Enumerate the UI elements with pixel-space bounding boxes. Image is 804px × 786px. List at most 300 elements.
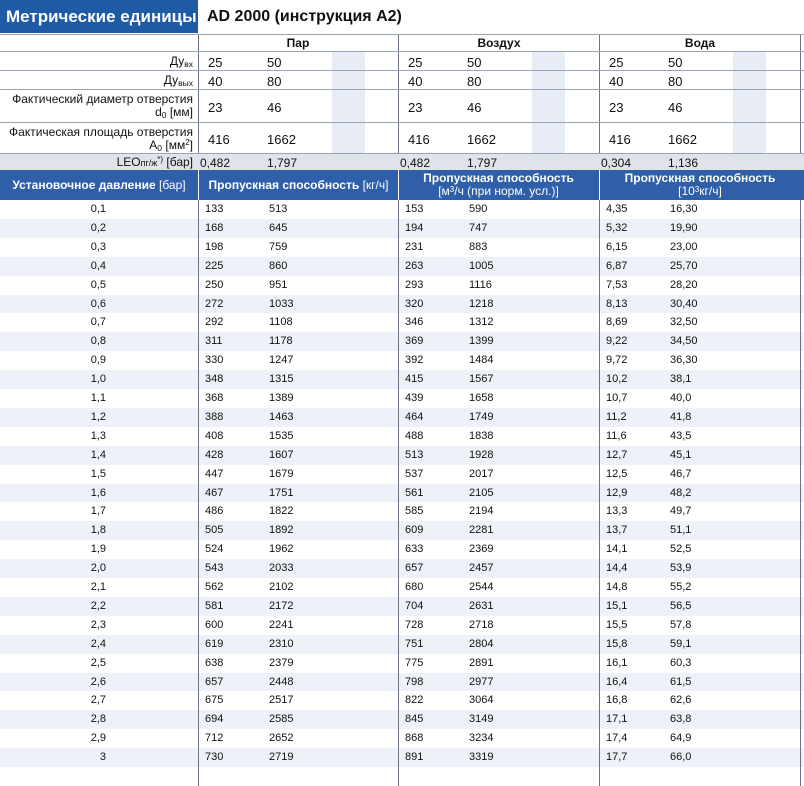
air-capacity-cell: 775 bbox=[405, 656, 424, 669]
table-row bbox=[0, 597, 804, 616]
set-pressure-cell: 1,0 bbox=[90, 373, 106, 386]
set-pressure-cell: 0,6 bbox=[90, 297, 106, 310]
diameter-label bbox=[0, 93, 198, 120]
air-capacity-cell: 513 bbox=[405, 448, 424, 461]
steam-capacity-cell: 250 bbox=[205, 278, 224, 291]
steam-header-unit: [кг/ч] bbox=[359, 177, 389, 192]
air-header-text: Пропускная способность bbox=[423, 170, 574, 185]
set-pressure-cell: 2,7 bbox=[90, 694, 106, 707]
water-capacity-cell: 9,22 bbox=[606, 335, 628, 348]
diameter-row bbox=[0, 89, 804, 122]
dn-outlet-text: Ду bbox=[163, 73, 179, 87]
area-label bbox=[0, 126, 198, 153]
water-capacity-cell: 41,8 bbox=[670, 410, 692, 423]
steam-capacity-cell: 368 bbox=[205, 392, 224, 404]
water-capacity-cell: 61,5 bbox=[670, 675, 692, 688]
air-capacity-cell: 2544 bbox=[469, 581, 494, 593]
air-capacity-cell: 704 bbox=[405, 599, 424, 612]
steam-capacity-cell: 447 bbox=[205, 467, 224, 480]
group-separator bbox=[599, 200, 600, 786]
steam-capacity-cell: 1822 bbox=[269, 505, 294, 518]
set-pressure-cell: 2,5 bbox=[90, 656, 106, 669]
air-capacity-cell: 1567 bbox=[469, 373, 494, 386]
table-row bbox=[0, 332, 804, 351]
water-capacity-cell: 17,7 bbox=[606, 751, 628, 764]
steam-capacity-cell: 2241 bbox=[269, 618, 294, 631]
steam-capacity-cell: 330 bbox=[205, 354, 224, 367]
water-capacity-cell: 10,7 bbox=[606, 392, 628, 404]
set-pressure-cell: 2,3 bbox=[90, 618, 106, 631]
set-pressure-cell: 2,4 bbox=[90, 637, 106, 650]
air-capacity-cell: 392 bbox=[405, 354, 424, 367]
steam-capacity-cell: 562 bbox=[205, 581, 224, 593]
units-title: Метрические единицы bbox=[0, 0, 198, 33]
table-row bbox=[0, 484, 804, 503]
water-capacity-cell: 16,1 bbox=[606, 656, 628, 669]
group-separator bbox=[198, 200, 199, 786]
table-row bbox=[0, 427, 804, 446]
steam-capacity-cell: 1108 bbox=[269, 316, 293, 329]
area-unit: [мм bbox=[162, 138, 186, 152]
set-pressure-cell: 1,2 bbox=[90, 410, 106, 423]
set-pressure-cell: 0,3 bbox=[90, 240, 106, 253]
air-unit-end: /ч (при норм. усл.)] bbox=[454, 183, 559, 198]
dn-outlet-sub: вых bbox=[178, 78, 193, 88]
capacity-header bbox=[0, 170, 804, 200]
water-capacity-cell: 12,5 bbox=[606, 467, 628, 480]
leo-value: 1,797 bbox=[267, 156, 298, 170]
water-unit-sup: 3 bbox=[694, 184, 700, 194]
table-row bbox=[0, 521, 804, 540]
water-capacity-cell: 53,9 bbox=[670, 562, 692, 575]
dn-outlet-row bbox=[0, 70, 804, 89]
steam-capacity-cell: 2585 bbox=[269, 713, 294, 726]
steam-capacity-cell: 581 bbox=[205, 599, 224, 612]
table-row bbox=[0, 276, 804, 295]
water-capacity-cell: 5,32 bbox=[606, 221, 628, 234]
steam-capacity-cell: 198 bbox=[205, 240, 224, 253]
set-pressure-cell: 1,1 bbox=[90, 392, 106, 404]
water-unit-start: [10 bbox=[678, 183, 695, 198]
table-row bbox=[0, 389, 804, 408]
dn-inlet-text: Ду bbox=[169, 54, 185, 68]
steam-capacity-cell: 712 bbox=[205, 732, 224, 745]
set-pressure-cell: 2,2 bbox=[90, 599, 106, 612]
water-capacity-cell: 57,8 bbox=[670, 618, 692, 631]
air-capacity-cell: 657 bbox=[405, 562, 424, 575]
steam-capacity-cell: 1751 bbox=[269, 486, 294, 499]
water-header-text: Пропускная способность bbox=[624, 170, 776, 185]
water-capacity-cell: 59,1 bbox=[670, 637, 692, 650]
air-capacity-cell: 1658 bbox=[469, 392, 494, 404]
standard-title: AD 2000 (инструкция A2) bbox=[207, 8, 402, 25]
set-pressure-cell: 0,9 bbox=[90, 354, 106, 367]
dn-outlet-label bbox=[0, 74, 198, 88]
diameter-unit: [мм] bbox=[166, 105, 193, 119]
group-air: Воздух bbox=[477, 36, 521, 50]
water-capacity-cell: 55,2 bbox=[670, 581, 692, 593]
diameter-value: 46 bbox=[668, 100, 683, 115]
air-capacity-cell: 1312 bbox=[469, 316, 494, 329]
steam-capacity-cell: 1607 bbox=[269, 448, 294, 461]
water-capacity-cell: 56,5 bbox=[670, 599, 692, 612]
water-capacity-cell: 17,4 bbox=[606, 732, 628, 745]
steam-header-text: Пропускная способность bbox=[208, 177, 360, 192]
table-row bbox=[0, 616, 804, 635]
steam-capacity-cell: 2102 bbox=[269, 581, 294, 593]
water-capacity-cell: 8,13 bbox=[606, 297, 628, 310]
water-capacity-cell: 43,5 bbox=[670, 429, 692, 442]
table-row bbox=[0, 257, 804, 276]
air-capacity-cell: 194 bbox=[405, 221, 424, 234]
water-capacity-cell: 25,70 bbox=[670, 259, 698, 272]
air-capacity-cell: 153 bbox=[405, 203, 424, 215]
pressure-header bbox=[0, 170, 198, 200]
steam-capacity-cell: 675 bbox=[205, 694, 224, 707]
dn-in-value: 25 bbox=[609, 55, 624, 70]
dn-out-value: 40 bbox=[408, 74, 423, 89]
water-header-unit bbox=[678, 185, 722, 199]
dn-out-value: 40 bbox=[208, 74, 223, 89]
steam-capacity-cell: 2652 bbox=[269, 732, 294, 745]
steam-capacity-cell: 2379 bbox=[269, 656, 294, 669]
water-capacity-cell: 64,9 bbox=[670, 732, 692, 745]
water-capacity-cell: 12,7 bbox=[606, 448, 628, 461]
water-capacity-cell: 30,40 bbox=[670, 297, 698, 310]
water-header bbox=[600, 170, 800, 200]
pressure-header-unit: [бар] bbox=[155, 177, 186, 192]
air-capacity-cell: 868 bbox=[405, 732, 424, 745]
table-row bbox=[0, 710, 804, 729]
dn-in-value: 25 bbox=[208, 55, 223, 70]
water-capacity-cell: 36,30 bbox=[670, 354, 698, 367]
air-capacity-cell: 3064 bbox=[469, 694, 494, 707]
table-row bbox=[0, 654, 804, 673]
group-steam: Пар bbox=[286, 36, 310, 50]
steam-capacity-cell: 638 bbox=[205, 656, 224, 669]
water-capacity-cell: 14,1 bbox=[606, 543, 628, 556]
dn-out-value: 80 bbox=[467, 74, 482, 89]
dn-inlet-label bbox=[0, 55, 198, 69]
area-label-line1: Фактическая площадь отверстия bbox=[9, 125, 193, 139]
table-row bbox=[0, 540, 804, 559]
set-pressure-cell: 3 bbox=[99, 751, 106, 764]
diameter-value: 46 bbox=[267, 100, 282, 115]
air-capacity-cell: 2017 bbox=[469, 467, 494, 480]
header-divider bbox=[599, 170, 600, 200]
air-capacity-cell: 845 bbox=[405, 713, 424, 726]
set-pressure-cell: 1,6 bbox=[90, 486, 106, 499]
steam-capacity-cell: 428 bbox=[205, 448, 224, 461]
group-names-row bbox=[0, 34, 804, 51]
table-row bbox=[0, 748, 804, 767]
water-capacity-cell: 8,69 bbox=[606, 316, 628, 329]
air-capacity-cell: 561 bbox=[405, 486, 424, 499]
leo-sup: *) bbox=[157, 155, 164, 164]
steam-capacity-cell: 225 bbox=[205, 259, 224, 272]
steam-capacity-cell: 505 bbox=[205, 524, 224, 537]
air-capacity-cell: 1749 bbox=[469, 410, 494, 423]
diameter-sub: 0 bbox=[161, 110, 167, 120]
table-row bbox=[0, 295, 804, 314]
pressure-header-text: Установочное давление bbox=[12, 177, 156, 192]
air-capacity-cell: 1218 bbox=[469, 297, 494, 310]
table-row bbox=[0, 351, 804, 370]
air-capacity-cell: 1838 bbox=[469, 429, 494, 442]
table-row bbox=[0, 313, 804, 332]
water-capacity-cell: 15,5 bbox=[606, 618, 628, 631]
water-capacity-cell: 51,1 bbox=[670, 524, 692, 537]
set-pressure-cell: 2,0 bbox=[90, 562, 106, 575]
air-capacity-cell: 609 bbox=[405, 524, 424, 537]
water-capacity-cell: 46,7 bbox=[670, 467, 692, 480]
diameter-value: 23 bbox=[408, 100, 423, 115]
set-pressure-cell: 0,4 bbox=[90, 259, 106, 272]
air-capacity-cell: 2369 bbox=[469, 543, 494, 556]
air-capacity-cell: 537 bbox=[405, 467, 424, 480]
air-capacity-cell: 3149 bbox=[469, 713, 494, 726]
area-unit-end: ] bbox=[189, 138, 193, 152]
steam-capacity-cell: 730 bbox=[205, 751, 224, 764]
steam-capacity-cell: 2033 bbox=[269, 562, 294, 575]
air-capacity-cell: 798 bbox=[405, 675, 424, 688]
steam-capacity-cell: 860 bbox=[269, 259, 288, 272]
leo-value: 0,482 bbox=[200, 156, 231, 170]
air-unit-start: [м bbox=[438, 183, 450, 198]
steam-capacity-cell: 543 bbox=[205, 562, 224, 575]
diameter-value: 46 bbox=[467, 100, 482, 115]
air-capacity-cell: 346 bbox=[405, 316, 424, 329]
area-row bbox=[0, 122, 804, 153]
air-capacity-cell: 2105 bbox=[469, 486, 494, 499]
table-row bbox=[0, 370, 804, 389]
water-capacity-cell: 38,1 bbox=[670, 373, 692, 386]
air-capacity-cell: 439 bbox=[405, 392, 424, 404]
area-label-line2 bbox=[0, 139, 193, 153]
table-row bbox=[0, 200, 804, 219]
air-capacity-cell: 1928 bbox=[469, 448, 494, 461]
water-capacity-cell: 45,1 bbox=[670, 448, 692, 461]
air-capacity-cell: 1005 bbox=[469, 259, 494, 272]
steam-capacity-cell: 292 bbox=[205, 316, 224, 329]
water-capacity-cell: 66,0 bbox=[670, 751, 692, 764]
water-capacity-cell: 32,50 bbox=[670, 316, 698, 329]
air-capacity-cell: 590 bbox=[469, 203, 488, 215]
dn-out-value: 80 bbox=[668, 74, 683, 89]
leo-value: 1,136 bbox=[668, 156, 699, 170]
set-pressure-cell: 2,1 bbox=[90, 581, 106, 593]
set-pressure-cell: 0,1 bbox=[90, 203, 106, 215]
set-pressure-cell: 0,8 bbox=[90, 335, 106, 348]
steam-header bbox=[199, 170, 398, 200]
dn-in-value: 50 bbox=[267, 55, 282, 70]
leo-value: 0,482 bbox=[400, 156, 431, 170]
steam-capacity-cell: 272 bbox=[205, 297, 224, 310]
area-value: 1662 bbox=[267, 132, 296, 147]
air-capacity-cell: 1399 bbox=[469, 335, 494, 348]
steam-capacity-cell: 1315 bbox=[269, 373, 294, 386]
area-value: 416 bbox=[408, 132, 430, 147]
set-pressure-cell: 1,4 bbox=[90, 448, 106, 461]
air-capacity-cell: 2194 bbox=[469, 505, 494, 518]
water-capacity-cell: 12,9 bbox=[606, 486, 628, 499]
steam-capacity-cell: 524 bbox=[205, 543, 224, 556]
set-pressure-cell: 1,5 bbox=[90, 467, 106, 480]
steam-capacity-cell: 694 bbox=[205, 713, 224, 726]
air-capacity-cell: 2281 bbox=[469, 524, 494, 537]
set-pressure-cell: 2,6 bbox=[90, 675, 106, 688]
steam-capacity-cell: 486 bbox=[205, 505, 224, 518]
water-capacity-cell: 16,30 bbox=[670, 203, 698, 215]
steam-capacity-cell: 1535 bbox=[269, 429, 294, 442]
air-capacity-cell: 822 bbox=[405, 694, 424, 707]
water-capacity-cell: 10,2 bbox=[606, 373, 628, 386]
water-capacity-cell: 6,87 bbox=[606, 259, 628, 272]
air-capacity-cell: 751 bbox=[405, 637, 424, 650]
diameter-label-line2 bbox=[0, 106, 193, 120]
group-separator bbox=[800, 200, 801, 786]
air-capacity-cell: 633 bbox=[405, 543, 424, 556]
title-bar bbox=[0, 0, 804, 35]
table-row bbox=[0, 729, 804, 748]
steam-capacity-cell: 759 bbox=[269, 240, 288, 253]
area-symbol: A bbox=[149, 138, 158, 152]
water-capacity-cell: 15,1 bbox=[606, 599, 628, 612]
dn-out-value: 40 bbox=[609, 74, 624, 89]
set-pressure-cell: 0,2 bbox=[90, 221, 106, 234]
area-value: 1662 bbox=[668, 132, 697, 147]
water-capacity-cell: 7,53 bbox=[606, 278, 628, 291]
steam-capacity-cell: 513 bbox=[269, 203, 288, 215]
water-capacity-cell: 52,5 bbox=[670, 543, 692, 556]
steam-capacity-cell: 1679 bbox=[269, 467, 294, 480]
steam-capacity-cell: 1962 bbox=[269, 543, 294, 556]
steam-capacity-cell: 2172 bbox=[269, 599, 294, 612]
area-sup: 2 bbox=[185, 138, 190, 147]
set-pressure-cell: 0,5 bbox=[90, 278, 106, 291]
air-capacity-cell: 415 bbox=[405, 373, 424, 386]
water-capacity-cell: 48,2 bbox=[670, 486, 692, 499]
steam-capacity-cell: 2517 bbox=[269, 694, 294, 707]
leo-unit: [бар] bbox=[163, 155, 193, 169]
leo-row bbox=[0, 153, 804, 170]
steam-capacity-cell: 645 bbox=[269, 221, 288, 234]
water-capacity-cell: 19,90 bbox=[670, 221, 698, 234]
water-capacity-cell: 14,8 bbox=[606, 581, 628, 593]
table-row bbox=[0, 219, 804, 238]
steam-capacity-cell: 1389 bbox=[269, 392, 294, 404]
steam-capacity-cell: 348 bbox=[205, 373, 224, 386]
area-value: 416 bbox=[208, 132, 230, 147]
steam-capacity-cell: 657 bbox=[205, 675, 224, 688]
air-capacity-cell: 464 bbox=[405, 410, 424, 423]
leo-text: LEO bbox=[116, 155, 141, 169]
air-capacity-cell: 231 bbox=[405, 240, 424, 253]
water-capacity-cell: 14,4 bbox=[606, 562, 628, 575]
water-capacity-cell: 60,3 bbox=[670, 656, 692, 669]
air-capacity-cell: 2631 bbox=[469, 599, 494, 612]
dn-in-value: 50 bbox=[668, 55, 683, 70]
steam-capacity-cell: 388 bbox=[205, 410, 224, 423]
steam-capacity-cell: 2719 bbox=[269, 751, 294, 764]
steam-capacity-cell: 311 bbox=[205, 335, 223, 348]
area-sub: 0 bbox=[157, 143, 163, 153]
air-capacity-cell: 891 bbox=[405, 751, 424, 764]
set-pressure-cell: 2,8 bbox=[90, 713, 106, 726]
set-pressure-cell: 1,7 bbox=[90, 505, 106, 518]
steam-capacity-cell: 2448 bbox=[269, 675, 294, 688]
air-header-unit bbox=[438, 185, 559, 199]
air-capacity-cell: 2718 bbox=[469, 618, 494, 631]
diameter-label-line1: Фактический диаметр отверстия bbox=[12, 92, 193, 106]
steam-capacity-cell: 951 bbox=[269, 278, 288, 291]
area-value: 1662 bbox=[467, 132, 496, 147]
capacity-table bbox=[0, 200, 804, 786]
parameter-header bbox=[0, 34, 804, 170]
water-capacity-cell: 62,6 bbox=[670, 694, 692, 707]
table-row bbox=[0, 502, 804, 521]
air-capacity-cell: 728 bbox=[405, 618, 424, 631]
table-row bbox=[0, 635, 804, 654]
water-capacity-cell: 4,35 bbox=[606, 203, 628, 215]
air-capacity-cell: 2804 bbox=[469, 637, 494, 650]
leo-value: 1,797 bbox=[467, 156, 498, 170]
dn-in-value: 25 bbox=[408, 55, 423, 70]
table-row bbox=[0, 408, 804, 427]
diameter-symbol: d bbox=[155, 105, 162, 119]
water-unit-end: кг/ч] bbox=[699, 183, 722, 198]
water-capacity-cell: 34,50 bbox=[670, 335, 698, 348]
air-capacity-cell: 1484 bbox=[469, 354, 494, 367]
water-capacity-cell: 11,6 bbox=[606, 429, 627, 442]
table-row bbox=[0, 238, 804, 257]
water-capacity-cell: 17,1 bbox=[606, 713, 628, 726]
water-capacity-cell: 11,2 bbox=[606, 410, 627, 423]
steam-capacity-cell: 1033 bbox=[269, 297, 294, 310]
steam-capacity-cell: 600 bbox=[205, 618, 224, 631]
group-separator bbox=[398, 200, 399, 786]
water-capacity-cell: 40,0 bbox=[670, 392, 692, 404]
air-capacity-cell: 369 bbox=[405, 335, 424, 348]
set-pressure-cell: 1,3 bbox=[90, 429, 106, 442]
air-capacity-cell: 3319 bbox=[469, 751, 494, 764]
table-row bbox=[0, 578, 804, 597]
dn-inlet-sub: вх bbox=[184, 59, 193, 69]
steam-capacity-cell: 408 bbox=[205, 429, 224, 442]
steam-capacity-cell: 2310 bbox=[269, 637, 294, 650]
air-capacity-cell: 320 bbox=[405, 297, 424, 310]
dn-out-value: 80 bbox=[267, 74, 282, 89]
air-capacity-cell: 293 bbox=[405, 278, 424, 291]
air-capacity-cell: 2891 bbox=[469, 656, 494, 669]
set-pressure-cell: 1,8 bbox=[90, 524, 106, 537]
water-capacity-cell: 16,8 bbox=[606, 694, 628, 707]
steam-capacity-cell: 1247 bbox=[269, 354, 294, 367]
water-capacity-cell: 28,20 bbox=[670, 278, 698, 291]
set-pressure-cell: 2,9 bbox=[90, 732, 106, 745]
dn-inlet-row bbox=[0, 51, 804, 70]
water-capacity-cell: 63,8 bbox=[670, 713, 692, 726]
dn-in-value: 50 bbox=[467, 55, 482, 70]
diameter-value: 23 bbox=[208, 100, 223, 115]
steam-capacity-cell: 619 bbox=[205, 637, 224, 650]
set-pressure-cell: 0,7 bbox=[90, 316, 106, 329]
water-capacity-cell: 49,7 bbox=[670, 505, 692, 518]
water-capacity-cell: 9,72 bbox=[606, 354, 628, 367]
water-capacity-cell: 16,4 bbox=[606, 675, 628, 688]
table-row bbox=[0, 465, 804, 484]
header-divider bbox=[398, 170, 399, 200]
